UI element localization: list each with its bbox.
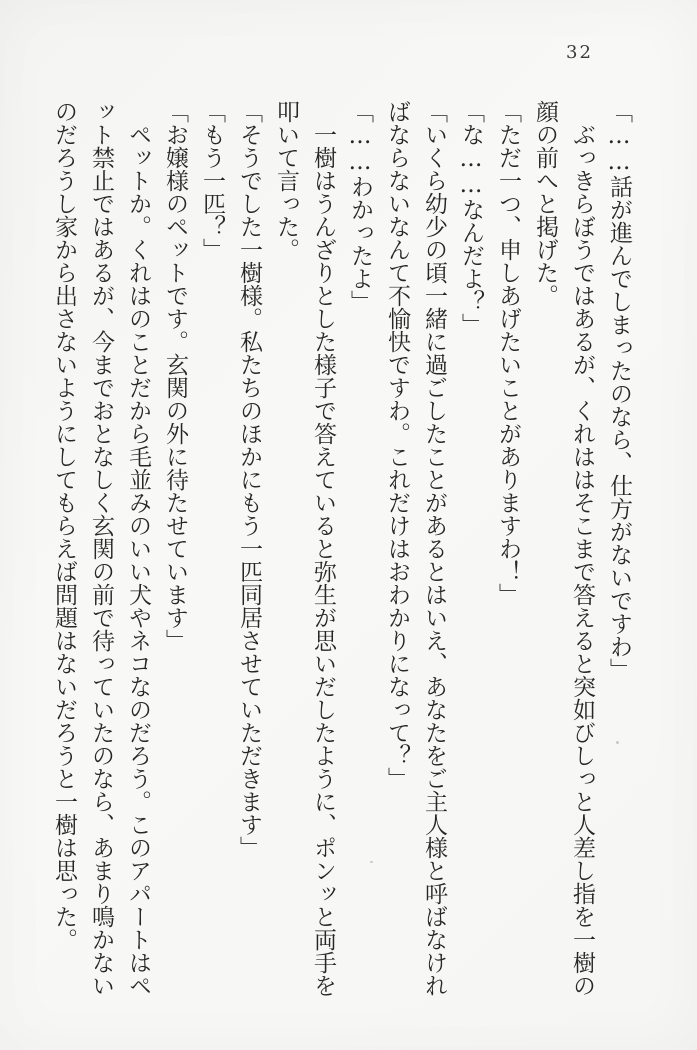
paragraph-dialogue: 「ただ一つ、申しあげたいことがありますわ！」 xyxy=(495,100,521,606)
scan-speck xyxy=(616,741,619,744)
paragraph-narration: ぶっきらぼうではあるが、くれははそこまで答えると突如びしっと人差し指を一樹の顔の前へと掲げた。 xyxy=(532,100,595,997)
paragraph-narration: 一樹はうんざりとした様子で答えていると弥生が思いだしたように、ポンッと両手を叩いて言った。 xyxy=(273,100,336,997)
paragraph-dialogue: 「もう一匹？」 xyxy=(199,100,225,261)
paragraph-dialogue: 「お嬢様のペットです。玄関の外に待たせています」 xyxy=(162,100,188,652)
paragraph-dialogue: 「な……なんだよ？」 xyxy=(458,100,484,336)
paragraph-dialogue: 「……わかったよ」 xyxy=(347,100,373,313)
scan-speck xyxy=(370,861,373,863)
paragraph-narration: ペットか。くれはのことだから毛並みのいい犬やネコなのだろう。このアパートはペット禁止ではあるが、今までおとなしく玄関の前で待っていたのなら、あまり鳴かないのだろうし家から出さないようにしてもらえば問題はないだろうと一樹は思った。 xyxy=(51,100,151,997)
vertical-text-block xyxy=(45,100,637,1000)
page-number: 32 xyxy=(566,42,593,63)
paragraph-dialogue: 「いくら幼少の頃一緒に過ごしたことがあるとはいえ、あなたをご主人様と呼ばなければならないなんて不愉快ですわ。これだけはおわかりになって？」 xyxy=(384,100,447,997)
paragraph-dialogue: 「……話が進んでしまったのなら、仕方がないですわ」 xyxy=(606,100,632,681)
paragraph-dialogue: 「そうでした一樹様。私たちのほかにもう一匹同居させていただきます」 xyxy=(236,100,262,859)
